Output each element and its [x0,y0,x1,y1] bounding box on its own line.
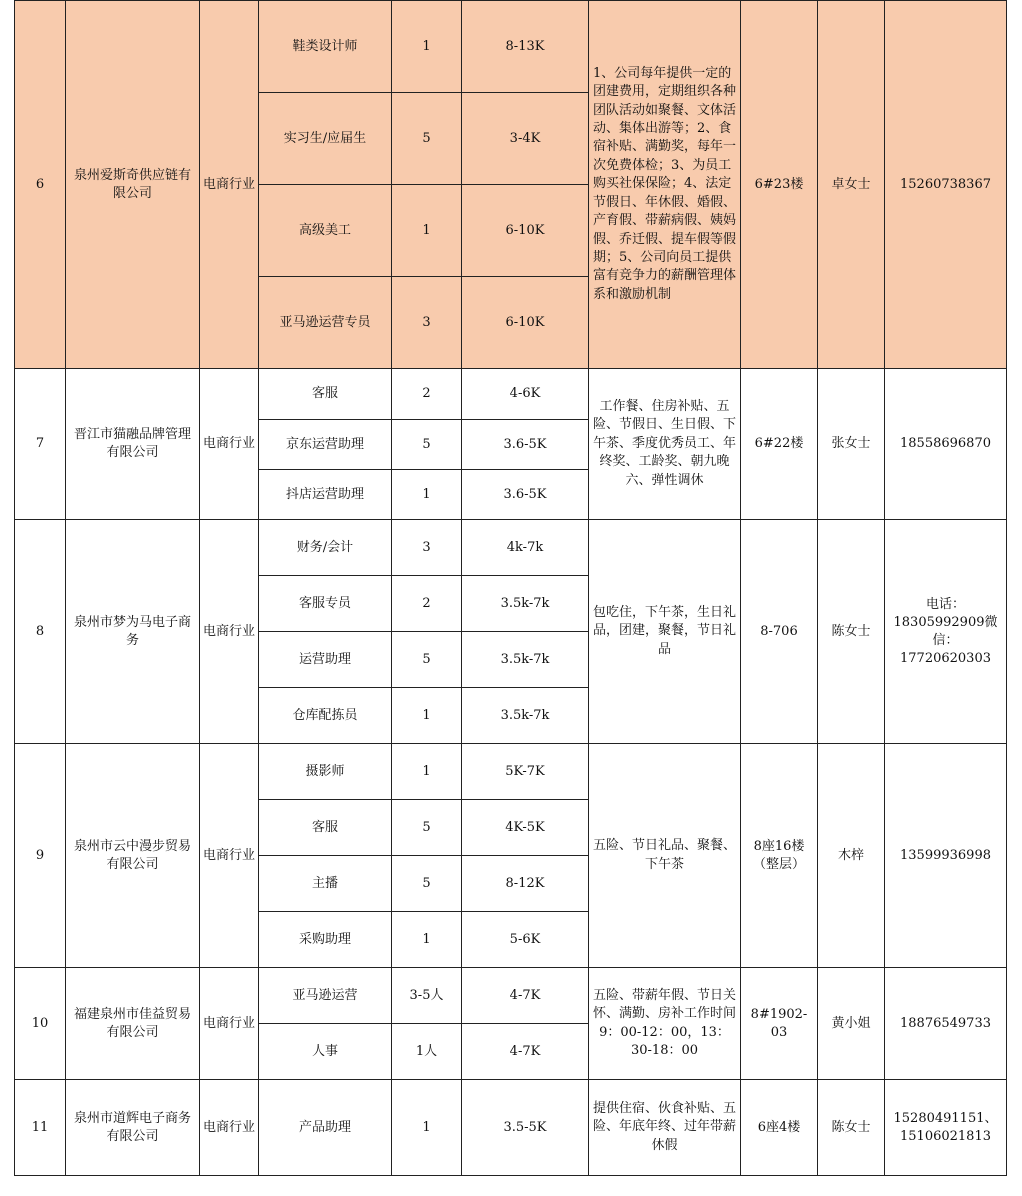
position-salary: 4-7K [462,968,589,1024]
company-name: 晋江市猫融品牌管理有限公司 [66,369,200,520]
position-count: 1 [392,912,462,968]
position-title: 人事 [259,1024,392,1080]
booth-location: 6座4楼 [741,1080,818,1176]
position-title: 客服 [259,369,392,420]
company-name: 福建泉州市佳益贸易有限公司 [66,968,200,1080]
position-salary: 5-6K [462,912,589,968]
position-title: 主播 [259,856,392,912]
position-salary: 3.5k-7k [462,632,589,688]
company-name: 泉州市梦为马电子商务 [66,520,200,744]
position-salary: 6-10K [462,277,589,369]
position-salary: 3.5-5K [462,1080,589,1176]
position-title: 抖店运营助理 [259,470,392,520]
position-salary: 3-4K [462,93,589,185]
position-title: 京东运营助理 [259,420,392,470]
company-row [15,520,1007,576]
position-title: 高级美工 [259,185,392,277]
row-number: 10 [15,968,66,1080]
position-title: 客服专员 [259,576,392,632]
position-salary: 5K-7K [462,744,589,800]
contact-person: 黄小姐 [818,968,885,1080]
position-count: 1 [392,185,462,277]
position-count: 3 [392,520,462,576]
contact-phone: 15280491151、15106021813 [885,1080,1007,1176]
row-number: 6 [15,1,66,369]
position-salary: 6-10K [462,185,589,277]
recruitment-table [14,0,1007,1176]
company-name: 泉州爱斯奇供应链有限公司 [66,1,200,369]
position-count: 1 [392,1080,462,1176]
position-count: 5 [392,856,462,912]
position-count: 1 [392,744,462,800]
benefits: 工作餐、住房补贴、五险、节假日、生日假、下午茶、季度优秀员工、年终奖、工龄奖、朝九晚六、弹性调休 [589,369,741,520]
industry: 电商行业 [200,1080,259,1176]
position-title: 亚马逊运营专员 [259,277,392,369]
company-name: 泉州市道辉电子商务有限公司 [66,1080,200,1176]
position-count: 5 [392,93,462,185]
position-count: 1 [392,470,462,520]
position-salary: 3.5k-7k [462,576,589,632]
contact-person: 陈女士 [818,520,885,744]
industry: 电商行业 [200,369,259,520]
position-count: 1 [392,1,462,93]
position-title: 产品助理 [259,1080,392,1176]
position-title: 运营助理 [259,632,392,688]
company-row [15,744,1007,800]
position-count: 3 [392,277,462,369]
contact-person: 陈女士 [818,1080,885,1176]
benefits: 五险、带薪年假、节日关怀、满勤、房补工作时间9：00-12：00，13：30-18：00 [589,968,741,1080]
position-title: 摄影师 [259,744,392,800]
row-number: 7 [15,369,66,520]
position-title: 仓库配拣员 [259,688,392,744]
contact-person: 张女士 [818,369,885,520]
booth-location: 8座16楼（整层） [741,744,818,968]
position-title: 鞋类设计师 [259,1,392,93]
position-count: 5 [392,800,462,856]
booth-location: 6#23楼 [741,1,818,369]
company-row [15,968,1007,1024]
position-title: 财务/会计 [259,520,392,576]
position-count: 3-5人 [392,968,462,1024]
position-salary: 8-13K [462,1,589,93]
position-count: 1 [392,688,462,744]
position-title: 实习生/应届生 [259,93,392,185]
company-row [15,1,1007,93]
benefits: 提供住宿、伙食补贴、五险、年底年终、过年带薪休假 [589,1080,741,1176]
row-number: 11 [15,1080,66,1176]
contact-phone: 15260738367 [885,1,1007,369]
benefits: 1、公司每年提供一定的团建费用，定期组织各种团队活动如聚餐、文体活动、集体出游等；2、食宿补贴、满勤奖，每年一次免费体检；3、为员工购买社保保险；4、法定节假日、年休假、婚假、产育假、带薪病假、姨妈假、乔迁假、提车假等假期；5、公司向员工提供富有竞争力的薪酬管理体系和激励机制 [589,1,741,369]
position-salary: 4K-5K [462,800,589,856]
row-number: 8 [15,520,66,744]
benefits: 五险、节日礼品、聚餐、下午茶 [589,744,741,968]
position-salary: 3.6-5K [462,420,589,470]
position-title: 采购助理 [259,912,392,968]
contact-person: 木梓 [818,744,885,968]
row-number: 9 [15,744,66,968]
position-salary: 3.6-5K [462,470,589,520]
position-salary: 3.5k-7k [462,688,589,744]
position-count: 2 [392,369,462,420]
industry: 电商行业 [200,744,259,968]
booth-location: 6#22楼 [741,369,818,520]
industry: 电商行业 [200,1,259,369]
position-count: 1人 [392,1024,462,1080]
position-salary: 4-7K [462,1024,589,1080]
position-title: 客服 [259,800,392,856]
position-count: 5 [392,420,462,470]
contact-phone: 18876549733 [885,968,1007,1080]
booth-location: 8#1902-03 [741,968,818,1080]
position-title: 亚马逊运营 [259,968,392,1024]
industry: 电商行业 [200,520,259,744]
booth-location: 8-706 [741,520,818,744]
industry: 电商行业 [200,968,259,1080]
position-salary: 4k-7k [462,520,589,576]
contact-phone: 13599936998 [885,744,1007,968]
position-salary: 8-12K [462,856,589,912]
contact-phone: 电话：18305992909微信：17720620303 [885,520,1007,744]
contact-person: 卓女士 [818,1,885,369]
position-count: 5 [392,632,462,688]
benefits: 包吃住，下午茶，生日礼品，团建，聚餐，节日礼品 [589,520,741,744]
company-row [15,1080,1007,1176]
position-salary: 4-6K [462,369,589,420]
contact-phone: 18558696870 [885,369,1007,520]
company-row [15,369,1007,420]
position-count: 2 [392,576,462,632]
company-name: 泉州市云中漫步贸易有限公司 [66,744,200,968]
